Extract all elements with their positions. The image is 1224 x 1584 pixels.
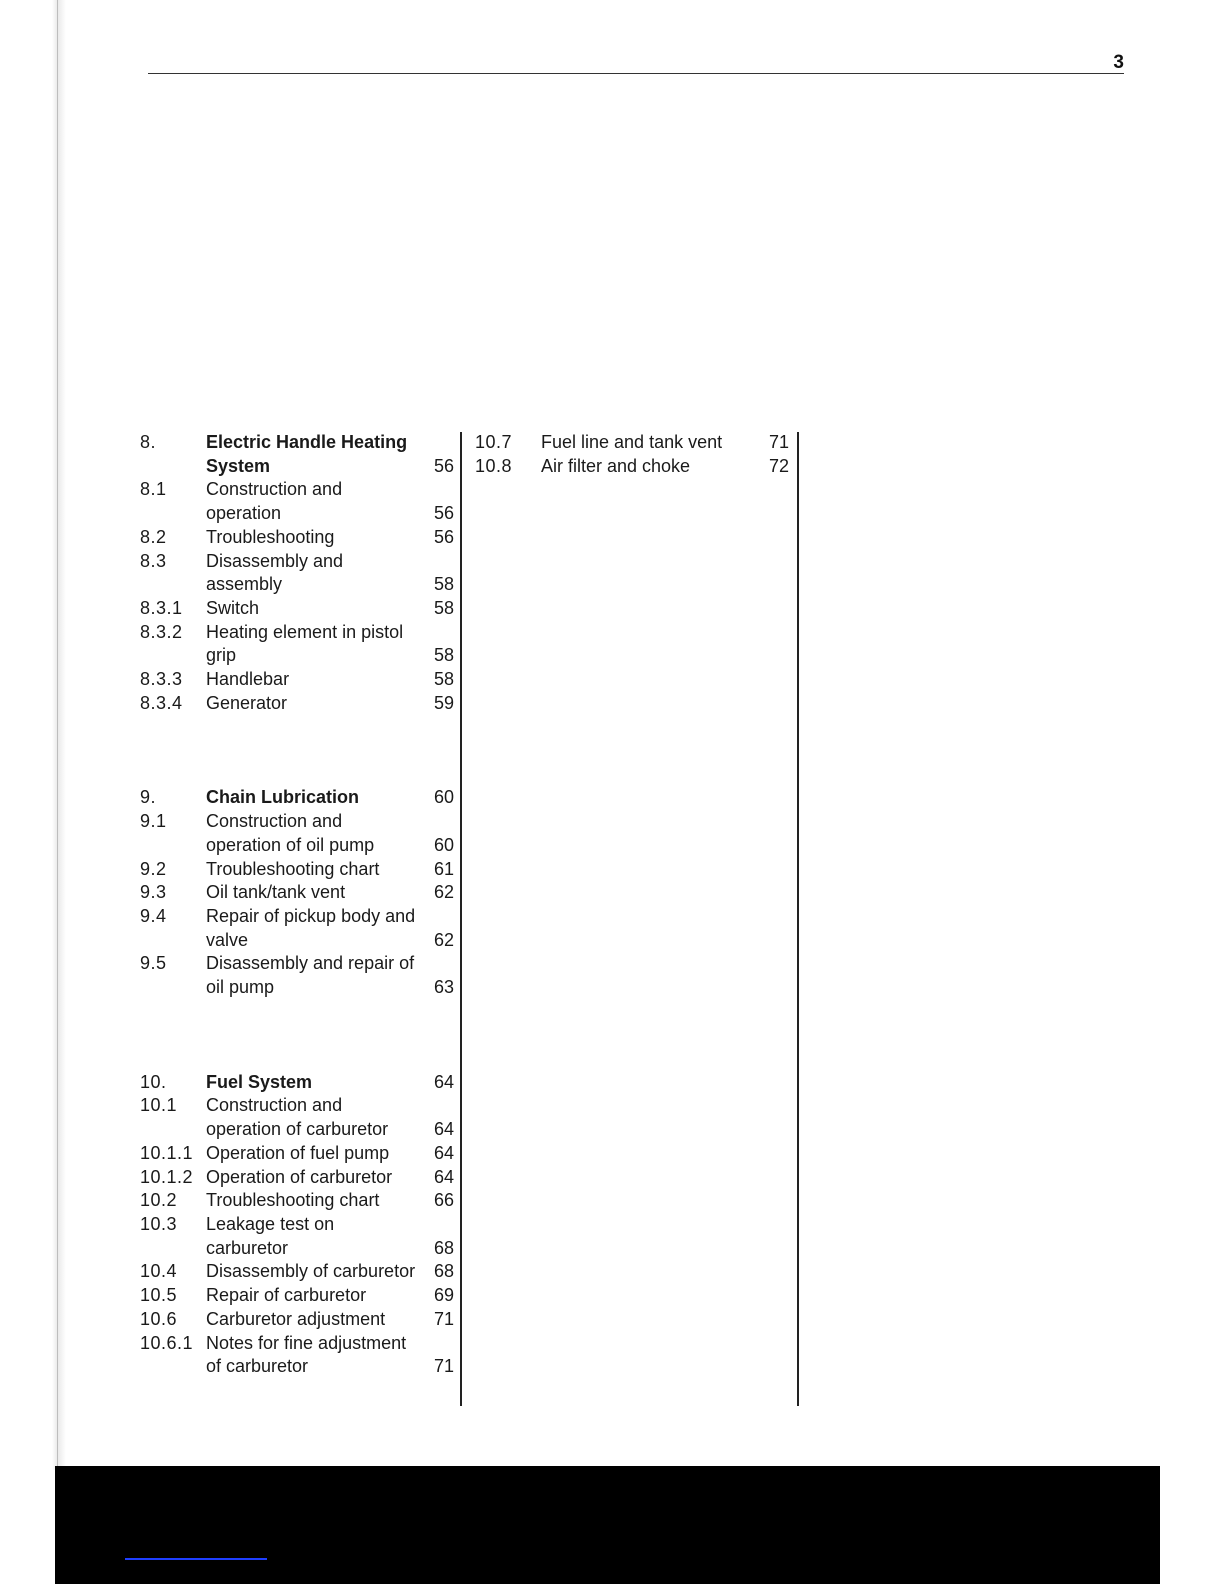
toc-entry bbox=[140, 1094, 462, 1141]
toc-entry-title: Repair of pickup body and valve bbox=[206, 905, 416, 950]
toc-entry-title: Operation of fuel pump bbox=[206, 1142, 390, 1163]
toc-entry-title: Construction and operation bbox=[206, 479, 343, 524]
toc-entry-number: 8.3 bbox=[140, 550, 167, 571]
toc-entry bbox=[140, 1166, 462, 1190]
toc-entry-number: 10.5 bbox=[140, 1285, 178, 1306]
toc-entry-number: 8.2 bbox=[140, 526, 167, 547]
toc-entry-page: 62 bbox=[433, 929, 454, 950]
toc-entry-number: 10.2 bbox=[140, 1190, 178, 1211]
toc-entry bbox=[140, 478, 462, 525]
page-edge-shadow bbox=[52, 0, 66, 1470]
toc-entry-page: 56 bbox=[433, 526, 454, 547]
toc-entry bbox=[140, 1260, 462, 1284]
toc-entry-number: 9. bbox=[140, 787, 157, 808]
toc-entry-title: Air filter and choke bbox=[541, 455, 691, 476]
toc-entry bbox=[140, 1213, 462, 1260]
toc-entry bbox=[140, 858, 462, 882]
toc-entry bbox=[140, 881, 462, 905]
toc-entry-page: 72 bbox=[768, 455, 789, 476]
toc-entry bbox=[475, 431, 797, 455]
toc-entry bbox=[140, 1284, 462, 1308]
toc-entry-number: 8.3.3 bbox=[140, 669, 183, 690]
toc-entry-number: 10.7 bbox=[475, 432, 513, 452]
toc-entry-title: Generator bbox=[206, 692, 288, 713]
toc-entry bbox=[140, 1332, 462, 1379]
toc-entry bbox=[140, 668, 462, 692]
toc-entry-number: 9.4 bbox=[140, 905, 167, 926]
toc-entry-page: 71 bbox=[433, 1308, 454, 1329]
toc-entry-number: 10.1.2 bbox=[140, 1166, 194, 1187]
toc-entry-number: 10.6 bbox=[140, 1308, 178, 1329]
toc-entry bbox=[140, 1189, 462, 1213]
toc-entry-page: 71 bbox=[768, 432, 789, 452]
scan-bottom-band bbox=[55, 1466, 1160, 1584]
toc-section-gap bbox=[140, 715, 462, 786]
toc-entry-page: 61 bbox=[433, 858, 454, 879]
toc-column-left bbox=[140, 431, 462, 1379]
toc-entry-title: Chain Lubrication bbox=[206, 787, 359, 808]
toc-entry-number: 8.3.1 bbox=[140, 597, 183, 618]
toc-entry-title: Electric Handle Heating System bbox=[206, 432, 408, 476]
toc-entry bbox=[140, 526, 462, 550]
toc-entry-page: 58 bbox=[433, 597, 454, 618]
page-number: 3 bbox=[1113, 52, 1124, 73]
toc-entry-page: 58 bbox=[433, 645, 454, 666]
toc-entry-number: 8.3.4 bbox=[140, 692, 183, 713]
toc-entry bbox=[140, 1142, 462, 1166]
toc-entry-page: 64 bbox=[433, 1119, 454, 1140]
toc-entry-page: 64 bbox=[433, 1142, 454, 1163]
toc-entry-page: 68 bbox=[433, 1237, 454, 1258]
toc-entry bbox=[140, 1308, 462, 1332]
toc-entry-title: Construction and operation of carburetor bbox=[206, 1095, 389, 1140]
toc-entry-number: 9.5 bbox=[140, 953, 167, 974]
toc-entry-page: 60 bbox=[433, 834, 454, 855]
toc-entry bbox=[140, 952, 462, 999]
column-rule-left bbox=[460, 432, 462, 1406]
toc-entry-number: 10.3 bbox=[140, 1213, 178, 1234]
toc-section-heading bbox=[140, 1071, 462, 1095]
toc-section-heading bbox=[140, 431, 462, 478]
toc-entry-title: Construction and operation of oil pump bbox=[206, 811, 375, 855]
toc-entry-title: Handlebar bbox=[206, 669, 290, 690]
toc-entry-number: 10.4 bbox=[140, 1261, 178, 1282]
toc-section-heading bbox=[140, 786, 462, 810]
toc-entry-title: Disassembly and repair of oil pump bbox=[206, 953, 415, 998]
toc-entry-number: 9.2 bbox=[140, 858, 167, 879]
page-edge-line bbox=[57, 0, 58, 1470]
toc-entry-page: 69 bbox=[433, 1285, 454, 1306]
toc-entry-title: Heating element in pistol grip bbox=[206, 621, 404, 666]
toc-entry-title: Leakage test on carburetor bbox=[206, 1213, 335, 1258]
toc-entry bbox=[140, 597, 462, 621]
toc-entry-number: 10.6.1 bbox=[140, 1332, 194, 1353]
toc-section-gap bbox=[140, 1000, 462, 1071]
toc-entry bbox=[140, 905, 462, 952]
toc-entry-number: 10. bbox=[140, 1071, 167, 1092]
toc-entry-title: Switch bbox=[206, 597, 260, 618]
toc-entry-page: 68 bbox=[433, 1261, 454, 1282]
toc-column-right bbox=[475, 431, 797, 478]
toc-entry-number: 8. bbox=[140, 432, 157, 452]
toc-entry-page: 56 bbox=[433, 503, 454, 524]
toc-entry-number: 9.1 bbox=[140, 811, 167, 832]
toc-entry-page: 64 bbox=[433, 1071, 454, 1092]
toc-entry bbox=[140, 621, 462, 668]
toc-entry-title: Notes for fine adjustment of carburetor bbox=[206, 1332, 407, 1377]
toc-entry bbox=[140, 810, 462, 857]
toc-entry-title: Repair of carburetor bbox=[206, 1285, 367, 1306]
toc-entry-number: 9.3 bbox=[140, 882, 167, 903]
scan-artifact-stripe bbox=[125, 1558, 267, 1560]
toc-entry-page: 59 bbox=[433, 692, 454, 713]
toc-entry-page: 58 bbox=[433, 574, 454, 595]
toc-entry-page: 64 bbox=[433, 1166, 454, 1187]
toc-entry-page: 56 bbox=[433, 455, 454, 476]
toc-entry-number: 8.3.2 bbox=[140, 621, 183, 642]
toc-entry-title: Carburetor adjustment bbox=[206, 1308, 386, 1329]
toc-entry-title: Disassembly of carburetor bbox=[206, 1261, 416, 1282]
toc-entry bbox=[140, 692, 462, 716]
toc-entry-number: 10.1.1 bbox=[140, 1142, 194, 1163]
toc-entry-title: Troubleshooting chart bbox=[206, 858, 380, 879]
toc-entry-title: Oil tank/tank vent bbox=[206, 882, 346, 903]
toc-entry-number: 10.8 bbox=[475, 455, 513, 476]
toc-entry-page: 71 bbox=[433, 1356, 454, 1377]
toc-entry-number: 10.1 bbox=[140, 1095, 178, 1116]
toc-entry-title: Operation of carburetor bbox=[206, 1166, 393, 1187]
toc-entry-title: Troubleshooting chart bbox=[206, 1190, 380, 1211]
toc-entry-page: 66 bbox=[433, 1190, 454, 1211]
toc-entry-page: 63 bbox=[433, 977, 454, 998]
toc-entry-page: 60 bbox=[433, 787, 454, 808]
toc-entry bbox=[140, 550, 462, 597]
toc-entry-page: 62 bbox=[433, 882, 454, 903]
toc-entry-page: 58 bbox=[433, 669, 454, 690]
toc-entry-title: Fuel line and tank vent bbox=[541, 432, 723, 452]
toc-entry-title: Disassembly and assembly bbox=[206, 550, 344, 595]
toc-entry-title: Troubleshooting bbox=[206, 526, 335, 547]
column-rule-right bbox=[797, 432, 799, 1406]
header-rule bbox=[148, 73, 1124, 74]
toc-entry bbox=[475, 455, 797, 479]
toc-entry-title: Fuel System bbox=[206, 1071, 313, 1092]
toc-entry-number: 8.1 bbox=[140, 479, 167, 500]
